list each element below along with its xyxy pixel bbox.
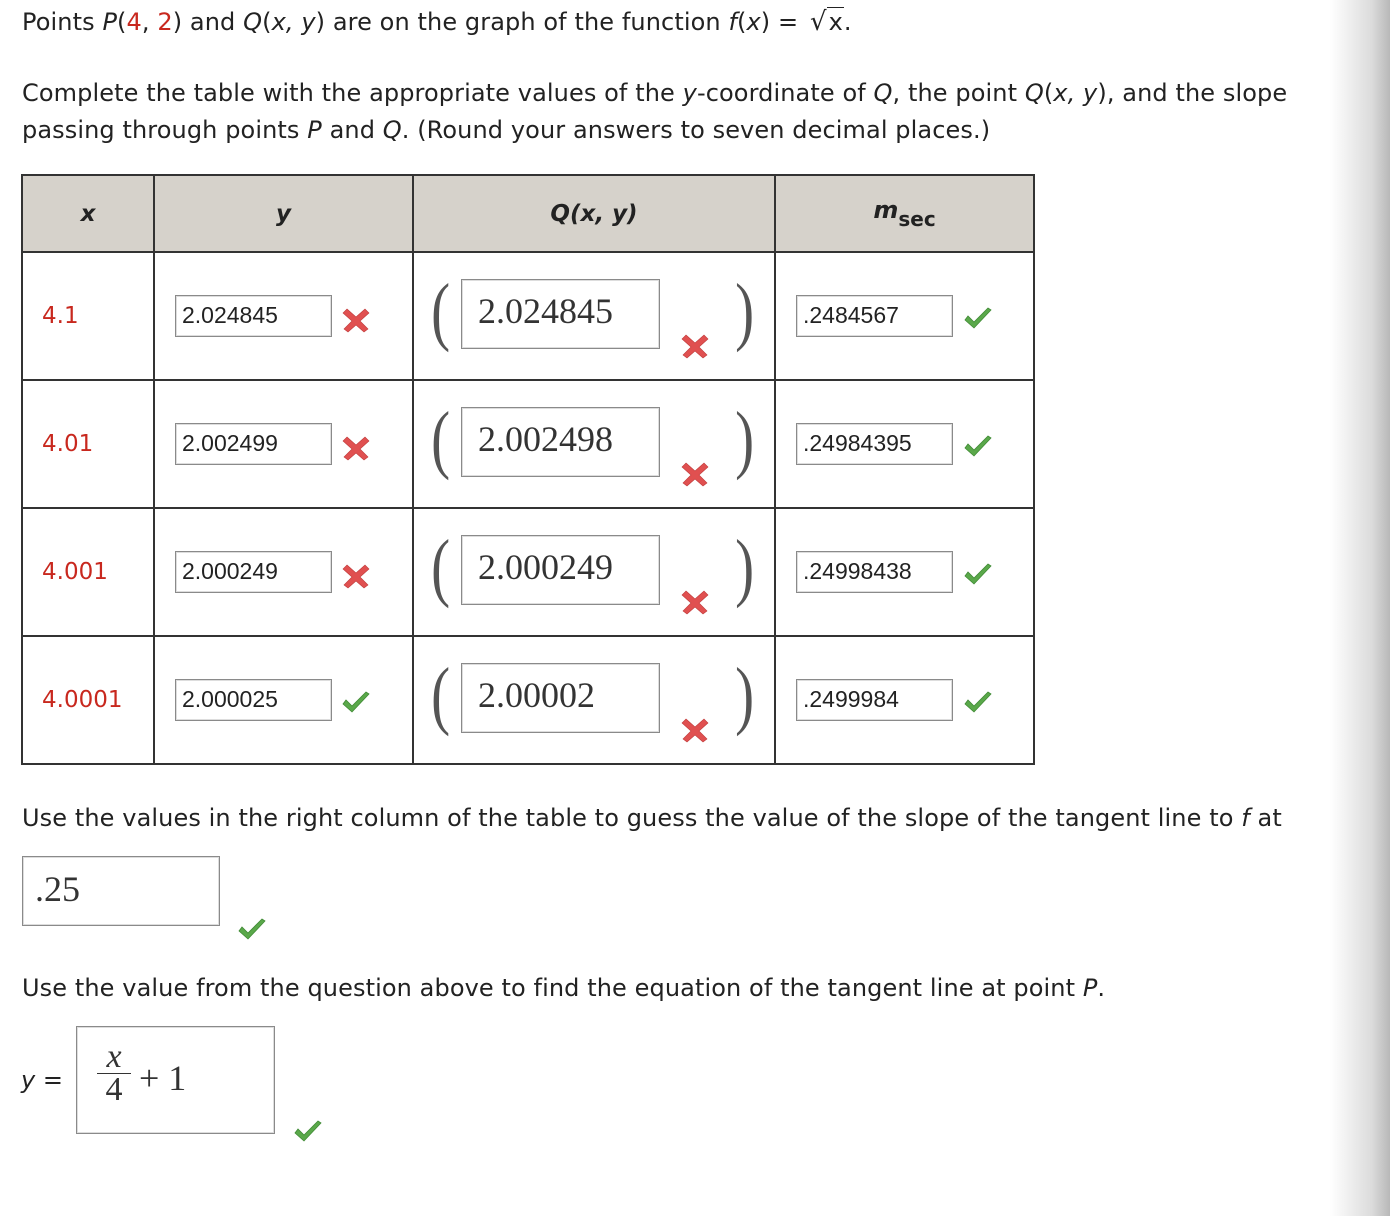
table-row [22,508,1034,636]
close-paren: ) [735,397,755,481]
q-y-input[interactable]: 2.000249 [461,535,660,605]
text: f [1241,804,1250,832]
text: Complete the table with the appropriate values of the [22,79,683,107]
text: passing through points [22,116,308,144]
y-input[interactable]: 2.000025 [175,679,332,721]
q-cell [413,508,775,636]
check-icon [962,689,994,717]
msec-input[interactable]: .24998438 [796,551,953,593]
x-value: 4.001 [22,508,154,636]
header-y: y [154,175,413,252]
page-edge-shadow [1330,0,1390,1216]
text: are on the graph of the function [325,8,729,36]
open-paren: ( [431,269,451,353]
text: y [682,79,697,107]
header-q: Q(x, y) [413,175,775,252]
x-mark-icon [679,715,711,743]
function-name: f [728,8,738,36]
header-m: m [873,196,899,224]
q-cell [413,380,775,508]
open-paren: ( [431,653,451,737]
point-p-y: 2 [157,8,173,36]
table-row [22,380,1034,508]
x-mark-icon [679,459,711,487]
msec-cell [775,508,1034,636]
check-icon [236,916,268,944]
slope-guess-input[interactable]: .25 [22,856,220,926]
q-y-input[interactable]: 2.00002 [461,663,660,733]
header-msec [775,175,1034,252]
instructions-line-2 [22,112,990,149]
x-mark-icon [340,433,372,461]
text: ), and the slope [1097,79,1288,107]
fraction-denominator: 4 [105,1071,123,1108]
x-mark-icon [679,331,711,359]
y-input[interactable]: 2.002499 [175,423,332,465]
text: x, y [1053,79,1098,107]
text: and [182,8,244,36]
msec-cell [775,252,1034,380]
function-arg: x [746,8,761,36]
msec-input[interactable]: .2499984 [796,679,953,721]
text: . [1097,974,1106,1002]
x-mark-icon [340,305,372,333]
table-row [22,636,1034,764]
text: = [35,1066,63,1094]
msec-cell [775,636,1034,764]
point-q-label: Q [243,8,263,36]
text: P [1082,974,1098,1002]
equation-label [21,1066,63,1094]
guess-prompt [22,800,1282,837]
y-input[interactable]: 2.024845 [175,295,332,337]
x-mark-icon [340,561,372,589]
q-cell [413,636,775,764]
y-input[interactable]: 2.000249 [175,551,332,593]
close-paren: ) [735,525,755,609]
open-paren: ( [431,397,451,481]
problem-statement: Points P(4, 2) and Q(x, y) are on the graph of the function f(x) = √x. [22,4,852,41]
close-paren: ) [735,269,755,353]
x-mark-icon [679,587,711,615]
text: ( [1043,79,1054,107]
values-table [21,174,1035,765]
check-icon [962,305,994,333]
text: P [307,116,322,144]
text: Q [382,116,402,144]
text: . [843,8,852,36]
msec-input[interactable]: .24984395 [796,423,953,465]
x-value: 4.1 [22,252,154,380]
text: . (Round your answers to seven decimal places.) [401,116,991,144]
text: Points [22,8,103,36]
check-icon [292,1118,324,1146]
point-p-x: 4 [126,8,142,36]
text: and [321,116,383,144]
sqrt-expression: √x [809,7,843,37]
tangent-equation-input[interactable] [76,1026,275,1134]
text: y [21,1066,36,1094]
instructions-line-1 [22,75,1287,112]
x-value: 4.0001 [22,636,154,764]
check-icon [340,689,372,717]
point-q-coords: x, y [271,8,316,36]
text: at [1249,804,1282,832]
y-cell [154,380,413,508]
msec-cell [775,380,1034,508]
fraction [97,1038,131,1108]
q-y-input[interactable]: 2.002498 [461,407,660,477]
y-cell [154,508,413,636]
y-cell [154,252,413,380]
open-paren: ( [431,525,451,609]
point-p-label: P [102,8,118,36]
fraction-numerator: x [97,1041,131,1074]
equals-sign: = [770,8,806,36]
plus-constant: + 1 [139,1058,187,1098]
text: -coordinate of [696,79,874,107]
header-x: x [22,175,154,252]
text: Q [873,79,893,107]
text: Use the values in the right column of the table to guess the value of the slope of the tangent line to [22,804,1242,832]
check-icon [962,561,994,589]
check-icon [962,433,994,461]
radicand: x [828,8,843,36]
q-cell [413,252,775,380]
text: Use the value from the question above to find the equation of the tangent line at point [22,974,1083,1002]
header-m-sub: sec [898,207,936,231]
text: , the point [892,79,1025,107]
text: Q [1024,79,1044,107]
y-cell [154,636,413,764]
tangent-prompt [22,970,1105,1007]
close-paren: ) [735,653,755,737]
msec-input[interactable]: .2484567 [796,295,953,337]
table-row [22,252,1034,380]
q-y-input[interactable]: 2.024845 [461,279,660,349]
x-value: 4.01 [22,380,154,508]
